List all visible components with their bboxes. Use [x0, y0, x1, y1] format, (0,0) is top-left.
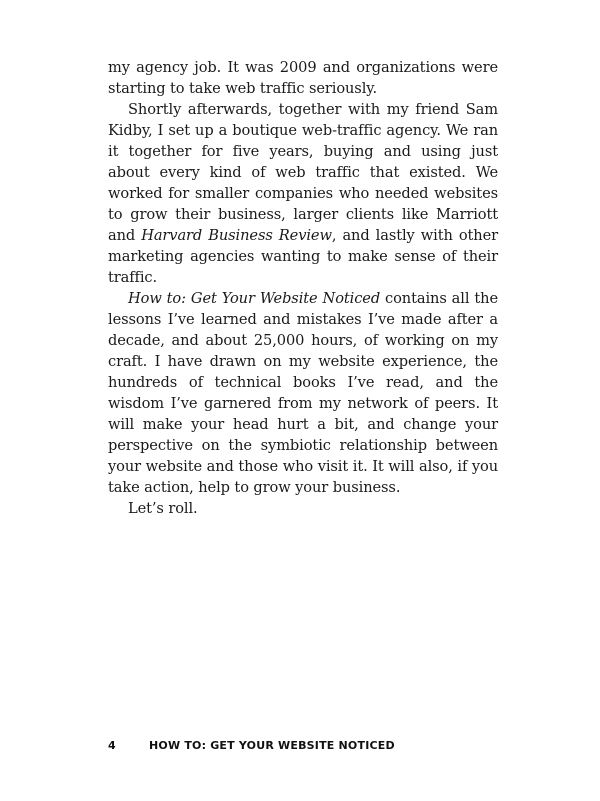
paragraph-continuation [108, 57, 498, 99]
page-number: 4 [108, 739, 116, 752]
italic-book-title: How to: Get Your Website Noticed [128, 290, 381, 307]
body-text [108, 57, 498, 519]
paragraph-text: contains all the lessons I’ve learned and mistakes I’ve made after a decade, and about 25,000 hours, of working on my craft. I have drawn on my website experience, the hundreds of technical books I’ve read, and the wisdom I’ve garnered from my network of peers. It will make your head hurt a bit, and change your perspective on the symbiotic relationship between your website and those who visit it. It will also, if you take action, help to grow your business. [108, 290, 498, 496]
paragraph-text: Let’s roll. [128, 500, 198, 517]
italic-title-harvard: Harvard Business Review [141, 227, 332, 244]
paragraph-text: , and lastly with other marketing agencies wanting to make sense of their traffic. [108, 227, 498, 286]
page-footer [108, 739, 498, 755]
running-head: HOW TO: GET YOUR WEBSITE NOTICED [149, 739, 395, 752]
paragraph-book-intro [108, 288, 498, 498]
paragraph-text: my agency job. It was 2009 and organizations were starting to take web traffic seriously. [108, 59, 498, 97]
paragraph-closing [108, 498, 498, 519]
paragraph-agency [108, 99, 498, 288]
paragraph-text: Shortly afterwards, together with my friend Sam Kidby, I set up a boutique web-traffic agency. We ran it together for five years, buying and using just about every kind of web traffic that existed. We worked for smaller companies who needed websites to grow their business, larger clients like Marriott and [108, 101, 498, 244]
